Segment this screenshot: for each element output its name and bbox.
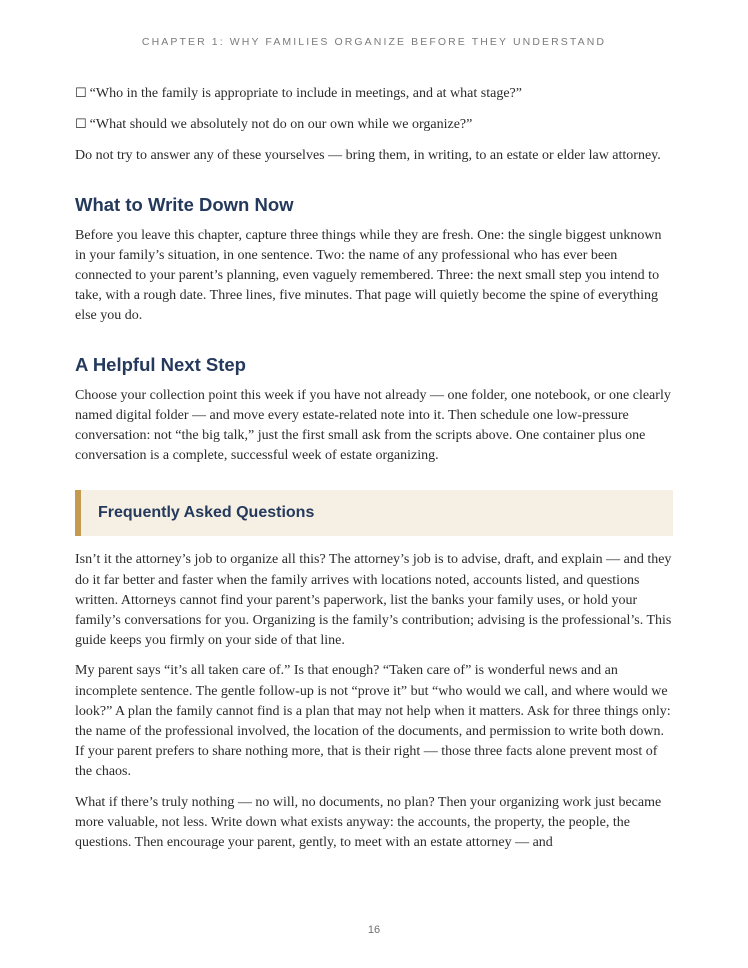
section-paragraph-next-step: Choose your collection point this week if you have not already — one folder, one notebook, or one clearly named digital folder — and move every estate-related note into it. Then schedule one low-pressure conversation: not “the big talk,” just the first small ask from the scripts above. One container plus one conversation is a complete, successful week of estate organizing. (75, 387, 671, 464)
checklist-item-text: “What should we absolutely not do on our own while we organize?” (89, 117, 473, 133)
faq-banner (75, 490, 673, 536)
section-heading-next-step: A Helpful Next Step (75, 353, 246, 375)
faq-answer-paragraph: What if there’s truly nothing — no will, no documents, no plan? Then your organizing work just became more valuable, not less. Write down what exists anyway: the accounts, the property, the people, the questions. Then encourage your parent, gently, to meet with an estate attorney — and (75, 794, 662, 851)
section-paragraph-write-down: Before you leave this chapter, capture three things while they are fresh. One: the single biggest unknown in your family’s situation, in one sentence. Two: the name of any professional who has ever been connected to your parent’s planning, even vaguely remembered. Three: the next small step you intend to take, with a rough date. Three lines, five minutes. That page will quietly become the spine of everything else you do. (75, 227, 662, 324)
checklist-item (75, 115, 673, 135)
checkbox-icon: ☐ (75, 86, 87, 101)
intro-paragraph: Do not try to answer any of these yourselves — bring them, in writing, to an estate or elder law attorney. (75, 148, 661, 164)
running-header: CHAPTER 1: WHY FAMILIES ORGANIZE BEFORE THEY UNDERSTAND (141, 36, 607, 48)
faq-answer-paragraph: My parent says “it’s all taken care of.” Is that enough? “Taken care of” is wonderful news and an incomplete sentence. The gentle follow-up is not “prove it” but “who would we call, and where would we look?” A plan the family cannot find is a plan that may not help when it matters. Ask for three things only: the name of the professional involved, the location of the documents, and permission to write both down. If your parent prefers to share nothing more, that is their right — those three facts alone prevent most of the chaos. (75, 663, 671, 780)
faq-heading: Frequently Asked Questions (98, 504, 315, 522)
checkbox-icon: ☐ (75, 117, 87, 133)
checklist-item (75, 84, 673, 104)
checklist-item-text: “Who in the family is appropriate to include in meetings, and at what stage?” (89, 86, 522, 101)
page-content (75, 84, 673, 863)
faq-answer-paragraph: Isn’t it the attorney’s job to organize all this? The attorney’s job is to advise, draft, and explain — and they do it far better and faster when the family arrives with locations noted, accounts listed, and questions written. Attorneys cannot find your parent’s paperwork, list the banks your family uses, or hold your family’s conversations for you. Organizing is the family’s contribution; advising is the professional’s. This guide keeps you firmly on your side of that line. (75, 552, 672, 649)
section-heading-write-down: What to Write Down Now (75, 193, 294, 215)
page-number: 16 (367, 924, 381, 936)
